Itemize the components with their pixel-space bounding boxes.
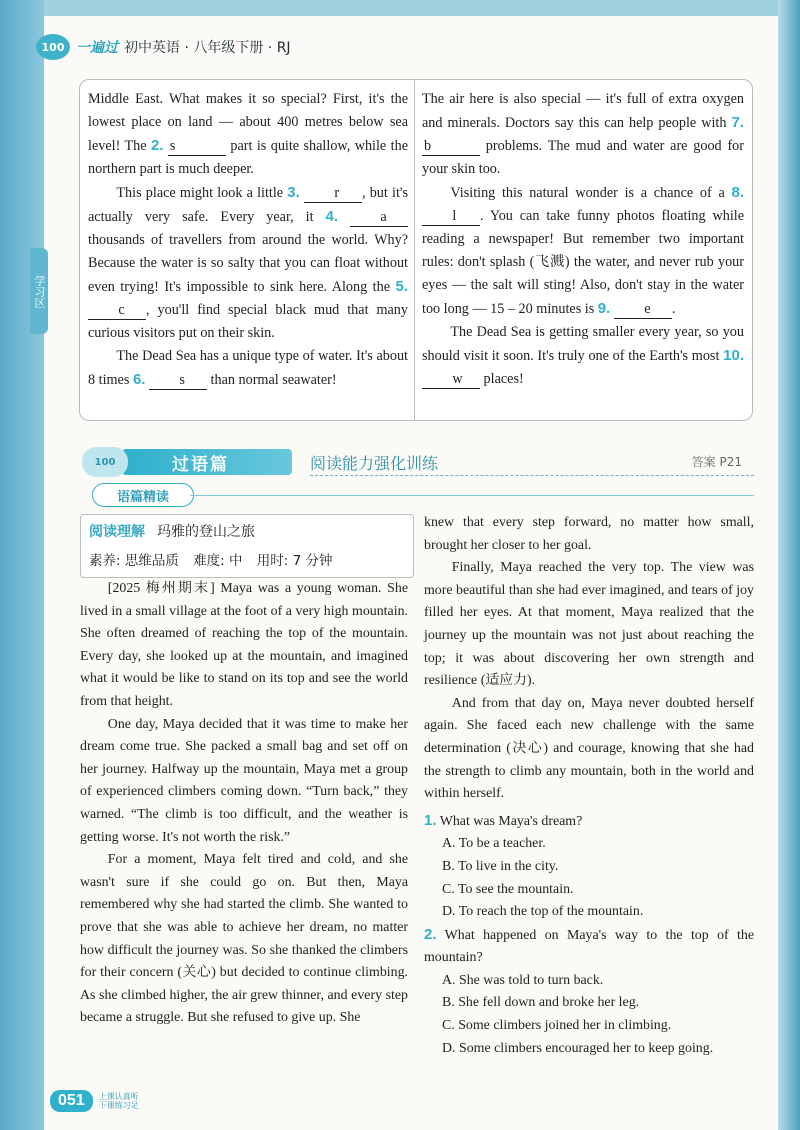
cloze-paragraph: Middle East. What makes it so special? First, it's the lowest place on land — about 400 metres below sea level! The 2. s part is quite shallow, while the northern part is much deeper.: [88, 91, 408, 177]
option-d[interactable]: D. To reach the top of the mountain.: [442, 904, 644, 920]
section-underline: [310, 475, 754, 476]
passage-paragraph: And from that day on, Maya never doubted herself again. She faced each new challenge with the same determination (决心) and courage, knowing that she had the strength to climb any mountain, both in the world and within herself.: [424, 695, 754, 802]
page-footer: [50, 1090, 149, 1112]
option-c[interactable]: C. To see the mountain.: [442, 881, 574, 897]
exercise-difficulty: 难度: 中: [193, 553, 243, 569]
question-1: [424, 810, 754, 924]
mascot-icon: 100: [82, 447, 128, 477]
right-band: [778, 0, 800, 1130]
subsection-line: [190, 495, 754, 496]
option-c[interactable]: C. Some climbers joined her in climbing.: [442, 1018, 672, 1034]
option-a[interactable]: A. To be a teacher.: [442, 836, 546, 852]
passage-right-column: [424, 512, 754, 1060]
column-divider: [414, 80, 415, 420]
blank-10[interactable]: w: [422, 370, 480, 389]
passage-paragraph: Finally, Maya reached the very top. The view was more beautiful than she had ever imagined, and tears of joy filled her eyes. At that moment, Maya realized that the journey up the mountain was not just about reaching the top; it was about discovering her own strength and resilience (适应力).: [424, 560, 754, 689]
cloze-paragraph: This place might look a little 3. r , but it's actually very safe. Every year, it 4. a thousands of travellers from around the world. Why? Because the water is so salty that you can float without even trying! It's impossible to sink here. Along the 5. c , you'll find special black mud that many curious visitors put on their skin.: [88, 184, 408, 341]
exercise-info-box: [80, 514, 414, 578]
passage-paragraph: [2025 梅州期末] Maya was a young woman. She lived in a small village at the foot of a very high mountain. She often dreamed of reaching the top of the mountain. Every day, she looked up at the mountain, and imagined what it would be like to stand on its top and see the world from that height.: [80, 581, 408, 709]
logo-icon: 100: [36, 34, 70, 60]
passage-paragraph: One day, Maya decided that it was time to make her dream come true. She packed a small bag and set off on her journey. Halfway up the mountain, Maya met a group of experienced climbers coming down. “Turn back,” they warned. “The climb is too difficult, and the weather is getting worse. It's not worth the risk.”: [80, 716, 408, 845]
cloze-box: [79, 79, 753, 421]
option-b[interactable]: B. To live in the city.: [442, 858, 559, 874]
blank-4[interactable]: a: [350, 208, 408, 227]
page-header: [36, 34, 291, 60]
question-number: 1.: [424, 811, 437, 829]
passage-left-column: [80, 578, 408, 1030]
section-badge: 过语篇: [122, 449, 292, 475]
section-header: [82, 447, 754, 477]
footer-tagline: 上课认真听 下课练习足: [98, 1092, 139, 1110]
side-tab: 学习区: [30, 248, 48, 334]
option-a[interactable]: A. She was told to turn back.: [442, 972, 604, 988]
book-subject: 初中英语 · 八年级下册 · RJ: [124, 40, 291, 56]
answer-reference: 答案 P21: [691, 455, 742, 469]
exercise-label: 阅读理解: [89, 524, 145, 540]
exercise-skill: 素养: 思维品质: [89, 553, 179, 569]
top-band: [0, 0, 800, 16]
passage-paragraph: knew that every step forward, no matter how small, brought her closer to her goal.: [424, 515, 754, 553]
blank-5[interactable]: c: [88, 301, 146, 320]
cloze-paragraph: The Dead Sea has a unique type of water. It's about 8 times 6. s than normal seawater!: [88, 348, 408, 388]
blank-8[interactable]: l: [422, 207, 480, 226]
option-b[interactable]: B. She fell down and broke her leg.: [442, 995, 640, 1011]
brand-name: 一遍过: [76, 40, 118, 56]
subsection-tab: 语篇精读: [92, 483, 194, 507]
blank-6[interactable]: s: [149, 371, 207, 390]
page-number: 051: [50, 1090, 93, 1112]
blank-9[interactable]: e: [614, 300, 672, 319]
section-title: 阅读能力强化训练: [310, 454, 439, 473]
blank-7[interactable]: b: [422, 137, 480, 156]
option-d[interactable]: D. Some climbers encouraged her to keep going.: [442, 1040, 714, 1056]
cloze-right-column: [422, 88, 744, 391]
cloze-left-column: [88, 88, 408, 392]
question-text: What happened on Maya's way to the top of the mountain?: [424, 927, 754, 966]
question-text: What was Maya's dream?: [439, 813, 583, 829]
cloze-paragraph: The Dead Sea is getting smaller every year, so you should visit it soon. It's truly one of the Earth's most 10. w places!: [422, 324, 744, 387]
question-2: [424, 924, 754, 1061]
left-band: [0, 0, 44, 1130]
passage-paragraph: For a moment, Maya felt tired and cold, and she wasn't sure if she could go on. But then, Maya remembered why she had started the climb. She wanted to prove that she was able to achieve her dream, no matter how difficult the journey was. So she thanked the climbers for their concern (关心) but decided to continue climbing. As she climbed higher, the air grew thinner, and every step became a struggle. But she refused to give up. She: [80, 852, 408, 1026]
blank-3[interactable]: r: [304, 184, 362, 203]
cloze-paragraph: Visiting this natural wonder is a chance of a 8. l . You can take funny photos floating while reading a newspaper! But remember two important rules: don't splash (飞溅) the water, and never rub your eyes — the salt will sting! Also, don't stay in the water too long — 15 – 20 minutes is 9. e .: [422, 184, 744, 317]
exercise-title: 玛雅的登山之旅: [157, 524, 255, 540]
question-number: 2.: [424, 925, 437, 943]
exercise-time: 用时: 7 分钟: [256, 553, 333, 569]
cloze-paragraph: The air here is also special — it's full of extra oxygen and minerals. Doctors say this can help people with 7. b problems. The mud and water are good for your skin too.: [422, 91, 744, 177]
blank-2[interactable]: s: [168, 137, 226, 156]
